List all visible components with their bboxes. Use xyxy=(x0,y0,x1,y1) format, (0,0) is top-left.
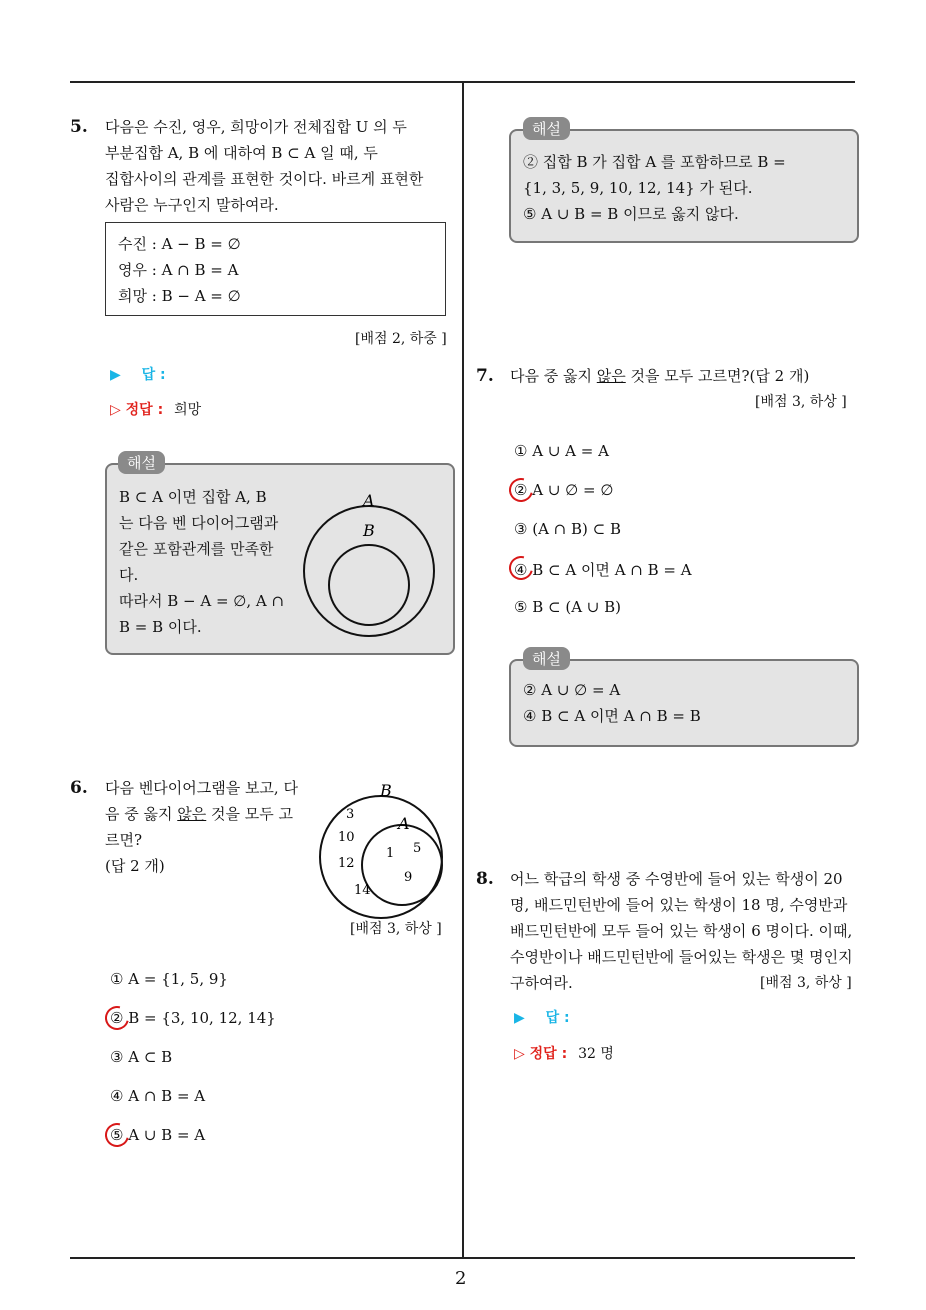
q6-sol-line-3: ⑤ A ∪ B = B 이므로 옳지 않다. xyxy=(523,205,739,223)
q5-box-line-2: 영우 : A ∩ B = A xyxy=(118,261,239,279)
q6-venn-num: 9 xyxy=(404,870,413,885)
q5-sol-line-4: 다. xyxy=(119,566,139,584)
q5-box-line-3: 희망 : B − A = ∅ xyxy=(118,287,241,305)
q5-sol-line-1: B ⊂ A 이면 집합 A, B xyxy=(119,488,267,506)
q8-number: 8. xyxy=(476,869,494,889)
q7-option-2: ② A ∪ ∅ = ∅ xyxy=(514,481,614,499)
q7-solution-box xyxy=(509,659,859,747)
q7-option-3: ③ (A ∩ B) ⊂ B xyxy=(514,520,622,538)
q8-line-5: 구하여라. xyxy=(510,974,573,992)
page-number: 2 xyxy=(455,1268,467,1289)
q6-solution-box xyxy=(509,129,859,243)
q5-venn-label-inner: B xyxy=(363,521,375,540)
q8-line-1: 어느 학급의 학생 중 수영반에 들어 있는 학생이 20 xyxy=(510,870,843,888)
q5-sol-line-3: 같은 포함관계를 만족한 xyxy=(119,540,274,558)
q7-option-5: ⑤ B ⊂ (A ∪ B) xyxy=(514,598,622,616)
q8-correct-row xyxy=(514,1043,614,1063)
q6-venn-num: 1 xyxy=(386,846,395,861)
q6-line-3: 르면? xyxy=(105,831,143,849)
q6-line-2: 음 중 옳지 않은 것을 모두 고 xyxy=(105,805,294,823)
q5-venn-diagram xyxy=(297,485,447,645)
q7-option-4: ④ B ⊂ A 이면 A ∩ B = A xyxy=(514,561,692,579)
q8-correct-label: 정답 : xyxy=(529,1046,568,1062)
q5-line-1: 다음은 수진, 영우, 희망이가 전체집합 U 의 두 xyxy=(105,118,407,136)
q5-number: 5. xyxy=(70,117,88,137)
q6-sol-line-1: ② 집합 B 가 집합 A 를 포함하므로 B = xyxy=(523,153,786,171)
q5-line-2: 부분집합 A, B 에 대하여 B ⊂ A 일 때, 두 xyxy=(105,144,378,162)
q6-sol-line-2: {1, 3, 5, 9, 10, 12, 14} 가 된다. xyxy=(523,179,753,197)
q6-venn-num: 14 xyxy=(354,883,371,898)
q5-score: [배점 2, 하중 ] xyxy=(355,331,447,347)
q6-number: 6. xyxy=(70,778,88,798)
q6-venn-label-A: A xyxy=(398,814,410,833)
q6-option-2-circle-mark xyxy=(101,1002,134,1035)
q6-venn-num: 10 xyxy=(338,830,355,845)
q7-option-2-circle-mark xyxy=(505,474,538,507)
q5-correct-label: 정답 : xyxy=(125,402,164,418)
q5-venn-label-outer: A xyxy=(363,491,375,510)
column-divider xyxy=(462,82,464,1257)
q8-line-4: 수영반이나 배드민턴반에 들어있는 학생은 몇 명인지 xyxy=(510,948,853,966)
q5-statement-box xyxy=(105,222,446,316)
q6-venn-label-B: B xyxy=(380,782,392,800)
q6-venn-num: 12 xyxy=(338,856,355,871)
q8-line-3: 배드민턴반에 모두 들어 있는 학생이 6 명이다. 이때, xyxy=(510,922,853,940)
q7-sol-line-2: ④ B ⊂ A 이면 A ∩ B = B xyxy=(523,707,701,725)
q5-sol-line-6: B = B 이다. xyxy=(119,618,202,636)
q8-score: [배점 3, 하상 ] xyxy=(760,975,852,991)
q6-solution-tag: 해설 xyxy=(523,117,570,140)
q8-answer-row xyxy=(514,1007,570,1027)
q6-line-1: 다음 벤다이어그램을 보고, 다 xyxy=(105,779,298,797)
q6-underline: 않은 xyxy=(177,805,207,823)
q6-venn-num: 5 xyxy=(413,841,422,856)
q5-correct-row xyxy=(110,399,201,419)
q5-answer-label: 답 : xyxy=(141,367,166,383)
q7-number: 7. xyxy=(476,366,494,386)
q7-question: 다음 중 옳지 않은 것을 모두 고르면?(답 2 개) xyxy=(510,367,810,385)
q5-sol-line-2: 는 다음 벤 다이어그램과 xyxy=(119,514,279,532)
q8-answer-label: 답 : xyxy=(545,1010,570,1026)
q6-option-2: ② B = {3, 10, 12, 14} xyxy=(110,1009,276,1027)
q8-line-2: 명, 배드민턴반에 들어 있는 학생이 18 명, 수영반과 xyxy=(510,896,848,914)
q6-venn-diagram xyxy=(316,782,456,922)
bottom-rule xyxy=(70,1257,855,1259)
q5-solution-box xyxy=(105,463,455,655)
q6-venn-num: 3 xyxy=(346,807,355,822)
q6-score: [배점 3, 하상 ] xyxy=(350,921,442,937)
q5-solution-tag: 해설 xyxy=(118,451,165,474)
q6-option-4: ④ A ∩ B = A xyxy=(110,1087,206,1105)
q6-option-5-circle-mark xyxy=(101,1119,134,1152)
play-triangle-outline-icon: ▷ xyxy=(514,1046,525,1062)
q5-answer-row xyxy=(110,364,166,384)
q5-line-4: 사람은 누구인지 말하여라. xyxy=(105,196,279,214)
q5-box-line-1: 수진 : A − B = ∅ xyxy=(118,235,241,253)
q7-score: [배점 3, 하상 ] xyxy=(755,394,847,410)
q7-sol-line-1: ② A ∪ ∅ = A xyxy=(523,681,621,699)
q5-line-3: 집합사이의 관계를 표현한 것이다. 바르게 표현한 xyxy=(105,170,424,188)
q6-option-1: ① A = {1, 5, 9} xyxy=(110,970,228,988)
play-triangle-filled-icon: ▶ xyxy=(110,367,121,383)
play-triangle-outline-icon: ▷ xyxy=(110,402,121,418)
play-triangle-filled-icon: ▶ xyxy=(514,1010,525,1026)
q5-correct-value: 희망 xyxy=(174,402,202,418)
q7-solution-tag: 해설 xyxy=(523,647,570,670)
q8-correct-value: 32 명 xyxy=(578,1046,614,1062)
q6-option-3: ③ A ⊂ B xyxy=(110,1048,173,1066)
q6-option-5: ⑤ A ∪ B = A xyxy=(110,1126,206,1144)
q6-line-4: (답 2 개) xyxy=(105,857,165,875)
q7-option-1: ① A ∪ A = A xyxy=(514,442,609,460)
q5-sol-line-5: 따라서 B − A = ∅, A ∩ xyxy=(119,592,285,610)
